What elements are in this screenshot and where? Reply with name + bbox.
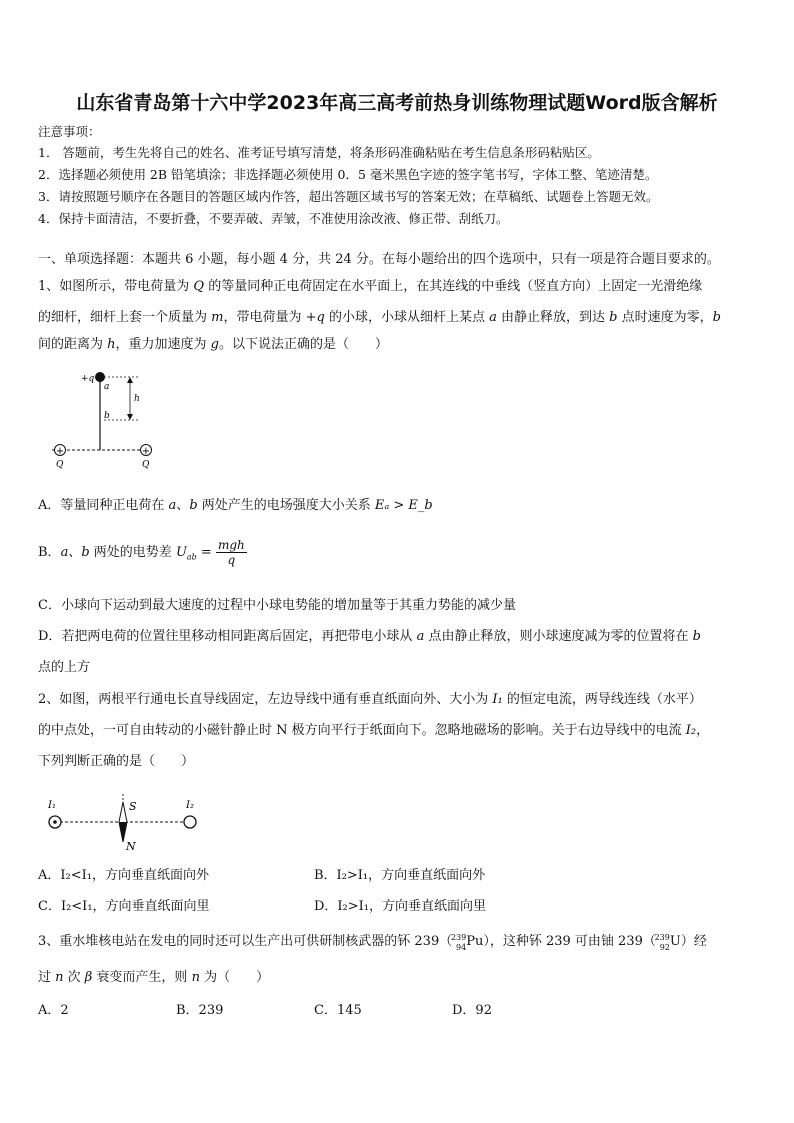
q3-line-2: 过 n 次 β 衰变而产生，则 n 为（ ） (38, 970, 270, 985)
label-n: N (126, 840, 136, 852)
q3-option-b: B．239 (176, 1003, 224, 1018)
q1-option-b: B．a、b 两处的电势差 $U_{ab}$ = $\frac{\text{mgh}}{q}$ (38, 538, 245, 567)
q1-option-d-cont: 点的上方 (38, 660, 91, 675)
q3-line-1: 3、重水堆核电站在发电的同时还可以生产出可供研制核武器的钚 239（ 239 94 Pu），这种钚 239 可由铀 239（ 239 92 U）经 (38, 932, 707, 952)
notice-heading: 注意事项： (38, 124, 101, 139)
q2-option-a: A．I₂<I₁，方向垂直纸面向外 (38, 868, 209, 883)
q2-option-c: C．I₂<I₁，方向垂直纸面向里 (38, 899, 210, 914)
q1-line-1: 1、如图所示，带电荷量为 Q 的等量同种正电荷固定在水平面上，在其连线的中垂线（竖直方向）上固定一光滑绝缘 (38, 279, 703, 294)
q1-option-a: A．等量同种正电荷在 a、b 两处产生的电场强度大小关系 Eₐ > E_b (38, 498, 433, 513)
wire-right (184, 816, 196, 828)
q2-line-1: 2、如图，两根平行通电长直导线固定，左边导线中通有垂直纸面向外、大小为 I₁ 的恒定电流，两导线连线（水平） (38, 692, 702, 707)
q1-option-c: C．小球向下运动到最大速度的过程中小球电势能的增加量等于其重力势能的减少量 (38, 598, 516, 613)
charged-ball (95, 372, 105, 382)
page-title: 山东省青岛第十六中学2023年高三高考前热身训练物理试题Word版含解析 (76, 92, 718, 114)
q1-option-d: D．若把两电荷的位置往里移动相同距离后固定，再把带电小球从 a 点由静止释放，则小球速度减为零的位置将在 b (38, 629, 701, 644)
label-q-right: Q (142, 460, 150, 470)
label-q-left: Q (56, 460, 64, 470)
q2-line-3: 下列判断正确的是（ ） (38, 754, 195, 769)
q1-line-3: 间的距离为 h，重力加速度为 g。以下说法正确的是（ ） (38, 337, 388, 352)
q1-line-2: 的细杆，细杆上套一个质量为 m，带电荷量为 +q 的小球，小球从细杆上某点 a 由静止释放，到达 b 点时速度为零，b (38, 310, 721, 325)
q3-option-d: D．92 (452, 1003, 492, 1018)
label-a: a (104, 382, 110, 392)
q1-figure (34, 362, 174, 474)
notice-item: 4．保持卡面清洁，不要折叠，不要弄破、弄皱，不准使用涂改液、修正带、刮纸刀。 (38, 211, 509, 226)
q2-line-2: 的中点处，一可自由转动的小磁针静止时 N 极方向平行于纸面向下。忽略地磁场的影响。关于右边导线中的电流 I₂， (38, 723, 710, 738)
notice-item: 3．请按照题号顺序在各题目的答题区域内作答，超出答题区域书写的答案无效；在草稿纸、试题卷上答题无效。 (38, 189, 659, 204)
label-s: S (129, 800, 137, 813)
q2-figure (40, 790, 210, 852)
notice-item: 2．选择题必须使用 2B 铅笔填涂；非选择题必须使用 0．5 毫米黑色字迹的签字笔书写，字体工整、笔迹清楚。 (38, 167, 658, 182)
label-b: b (104, 411, 110, 421)
fraction: $\frac{\text{mgh}}{q}$ (217, 538, 245, 567)
uranium-notation: 239 92 (654, 932, 670, 952)
section-heading: 一、单项选择题：本题共 6 小题，每小题 4 分，共 24 分。在每小题给出的四个选项中，只有一项是符合题目要求的。 (38, 252, 720, 267)
q3-option-c: C．145 (314, 1003, 362, 1018)
q3-option-a: A．2 (38, 1003, 69, 1018)
plus-sign: + (55, 446, 65, 457)
label-i2: I₂ (186, 800, 194, 811)
label-h: h (134, 394, 140, 404)
label-plus-q: +q (81, 374, 95, 384)
plutonium-notation: 239 94 (450, 932, 467, 952)
plus-sign: + (141, 446, 151, 457)
q2-option-d: D．I₂>I₁，方向垂直纸面向里 (314, 899, 487, 914)
label-i1: I₁ (48, 800, 56, 811)
notice-item: 1． 答题前，考生先将自己的姓名、准考证号填写清楚，将条形码准确粘贴在考生信息条形码粘贴区。 (38, 145, 600, 160)
q2-option-b: B．I₂>I₁，方向垂直纸面向外 (314, 868, 486, 883)
